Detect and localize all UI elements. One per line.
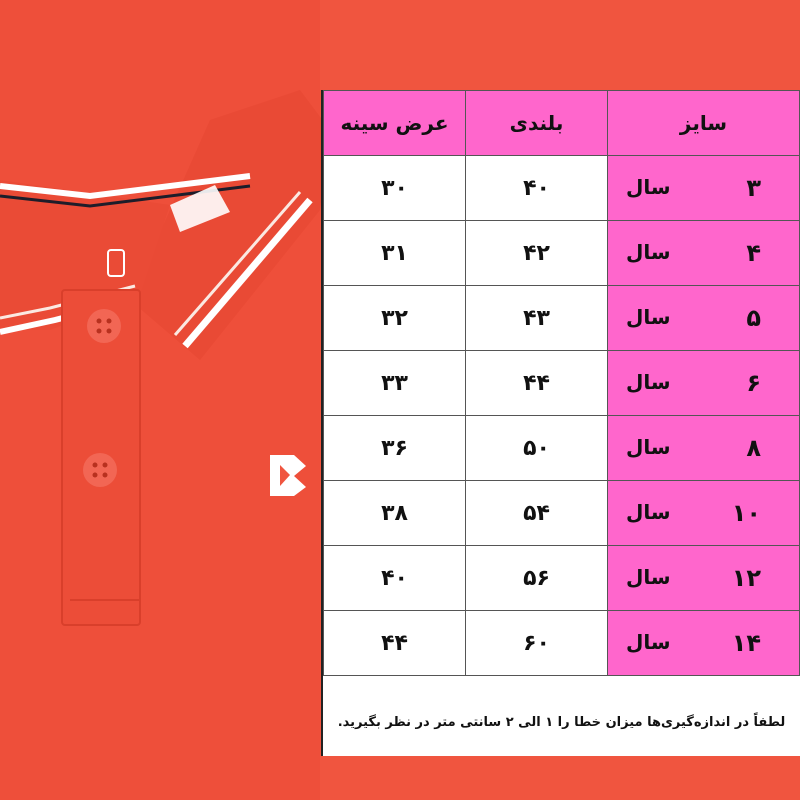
size-value: ۱۲ [731,564,761,592]
height-cell: ۵۴ [466,481,608,546]
chest-cell: ۳۶ [324,416,466,481]
size-value: ۱۰ [731,499,761,527]
size-unit: سال [626,174,671,199]
size-cell [608,351,800,416]
table-row [324,351,800,416]
size-value: ۳ [746,174,761,202]
header-chest: عرض سینه [324,91,466,156]
size-value: ۱۴ [731,629,761,657]
size-value: ۵ [746,304,761,332]
chest-cell: ۳۳ [324,351,466,416]
size-unit: سال [626,304,671,329]
size-cell [608,546,800,611]
table-row [324,156,800,221]
size-unit: سال [626,629,671,654]
size-cell [608,611,800,676]
chest-cell: ۳۰ [324,156,466,221]
height-cell: ۶۰ [466,611,608,676]
size-unit: سال [626,369,671,394]
size-chart [321,90,800,756]
table-row [324,221,800,286]
table-row [324,481,800,546]
height-cell: ۵۶ [466,546,608,611]
chest-cell: ۳۲ [324,286,466,351]
size-unit: سال [626,499,671,524]
size-cell [608,286,800,351]
chest-cell: ۳۸ [324,481,466,546]
size-value: ۴ [746,239,761,267]
chest-cell: ۴۰ [324,546,466,611]
size-value: ۸ [746,434,761,462]
size-cell [608,221,800,286]
size-unit: سال [626,564,671,589]
measurement-note: لطفاً در اندازه‌گیری‌ها میزان خطا را ۱ الی ۲ سانتی متر در نظر بگیرید. [337,715,786,730]
size-value: ۶ [746,369,761,397]
table-row [324,611,800,676]
table-row [324,416,800,481]
height-cell: ۴۰ [466,156,608,221]
size-cell [608,416,800,481]
size-table [323,90,800,676]
table-row [324,286,800,351]
size-cell [608,156,800,221]
header-size: سایز [608,91,800,156]
height-cell: ۵۰ [466,416,608,481]
header-height: بلندی [466,91,608,156]
table-row [324,546,800,611]
height-cell: ۴۲ [466,221,608,286]
chest-cell: ۳۱ [324,221,466,286]
size-unit: سال [626,239,671,264]
height-cell: ۴۳ [466,286,608,351]
chest-cell: ۴۴ [324,611,466,676]
size-cell [608,481,800,546]
header-row [324,91,800,156]
size-unit: سال [626,434,671,459]
height-cell: ۴۴ [466,351,608,416]
